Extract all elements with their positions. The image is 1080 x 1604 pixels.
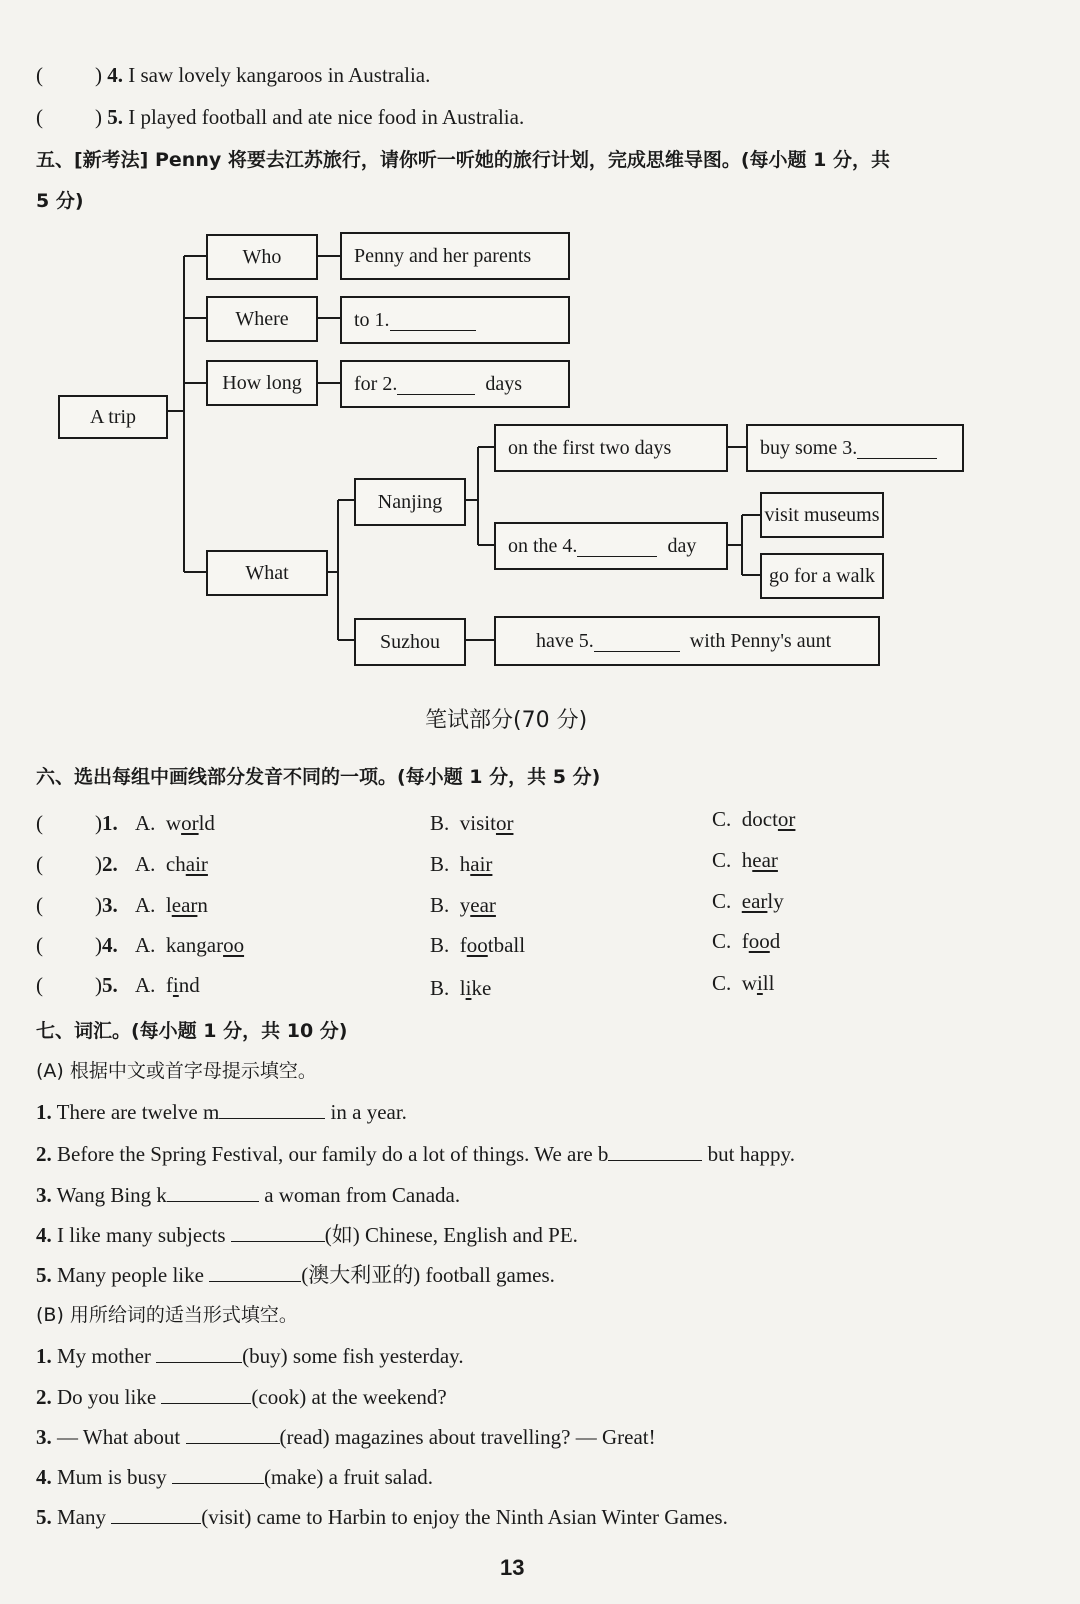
- answer-blank[interactable]: [231, 1221, 325, 1242]
- section-heading: 七、词汇。(每小题 1 分，共 10 分): [36, 1020, 348, 1042]
- option-c: C. hear: [712, 848, 778, 872]
- mindmap-go-for-walk: go for a walk: [760, 553, 884, 599]
- phonics-row: ( )1. A. world: [36, 811, 215, 835]
- phonics-row: ( )2. A. chair: [36, 852, 208, 876]
- option-b: B. year: [430, 893, 496, 917]
- option-b: B. visitor: [430, 811, 514, 835]
- option-c: C. early: [712, 889, 784, 913]
- answer-blank-3[interactable]: [857, 438, 937, 459]
- question-text: I played football and ate nice food in Australia.: [128, 105, 525, 129]
- question-item: ( ) 4. I saw lovely kangaroos in Australia.: [36, 63, 431, 87]
- page-number: 13: [500, 1555, 525, 1580]
- fill-item: 4. I like many subjects (如) Chinese, English and PE.: [36, 1223, 578, 1247]
- fill-item: 4. Mum is busy (make) a fruit salad.: [36, 1465, 434, 1489]
- mindmap-fourth-day: on the 4. day: [494, 522, 728, 570]
- question-text: I saw lovely kangaroos in Australia.: [128, 63, 431, 87]
- fill-item: 3. — What about (read) magazines about travelling? — Great!: [36, 1425, 656, 1449]
- answer-blank-1[interactable]: [390, 310, 476, 331]
- answer-blank[interactable]: [172, 1463, 264, 1484]
- mindmap-who-answer: Penny and her parents: [340, 232, 570, 280]
- fill-item: 5. Many (visit) came to Harbin to enjoy the Ninth Asian Winter Games.: [36, 1505, 728, 1529]
- phonics-row: ( )4. A. kangaroo: [36, 933, 245, 957]
- answer-blank[interactable]: [209, 1261, 301, 1282]
- written-section-title: 笔试部分(70 分): [425, 708, 588, 733]
- question-item: ( ) 5. I played football and ate nice food in Australia.: [36, 105, 525, 129]
- mindmap-suzhou: Suzhou: [354, 618, 466, 666]
- mindmap-nanjing: Nanjing: [354, 478, 466, 526]
- option-b: B. like: [430, 976, 492, 1000]
- option-b: B. football: [430, 933, 526, 957]
- answer-blank[interactable]: [219, 1098, 325, 1119]
- part-heading: (B) 用所给词的适当形式填空。: [36, 1304, 298, 1326]
- fill-item: 3. Wang Bing k a woman from Canada.: [36, 1183, 461, 1207]
- phonics-row: ( )5. A. find: [36, 973, 200, 997]
- option-a: learn: [165, 893, 208, 917]
- mindmap-where-answer: to 1.: [340, 296, 570, 344]
- answer-blank[interactable]: [156, 1342, 242, 1363]
- section-heading: 五、[新考法] Penny 将要去江苏旅行，请你听一听她的旅行计划，完成思维导图。(每小题 1 分，共: [36, 149, 890, 171]
- mindmap-where: Where: [206, 296, 318, 342]
- fill-item: 1. My mother (buy) some fish yesterday.: [36, 1344, 464, 1368]
- option-b: B. hair: [430, 852, 493, 876]
- mindmap-what: What: [206, 550, 328, 596]
- option-a: find: [165, 973, 200, 997]
- mindmap-buy: buy some 3.: [746, 424, 964, 472]
- fill-item: 1. There are twelve m in a year.: [36, 1100, 407, 1124]
- section-heading-cont: 5 分): [36, 190, 84, 212]
- mindmap-visit-museums: visit museums: [760, 492, 884, 538]
- part-heading: (A) 根据中文或首字母提示填空。: [36, 1060, 317, 1082]
- option-a: kangaroo: [165, 933, 245, 957]
- mindmap-howlong-answer: for 2. days: [340, 360, 570, 408]
- option-c: C. will: [712, 971, 775, 995]
- mindmap-have: have 5. with Penny's aunt: [494, 616, 880, 666]
- answer-blank[interactable]: [167, 1181, 259, 1202]
- answer-blank-2[interactable]: [397, 374, 475, 395]
- section-heading: 六、选出每组中画线部分发音不同的一项。(每小题 1 分，共 5 分): [36, 766, 601, 788]
- mindmap-first-two-days: on the first two days: [494, 424, 728, 472]
- mindmap-howlong: How long: [206, 360, 318, 406]
- answer-blank[interactable]: [608, 1140, 702, 1161]
- fill-item: 5. Many people like (澳大利亚的) football games.: [36, 1263, 555, 1287]
- answer-blank[interactable]: [161, 1383, 251, 1404]
- mindmap-who: Who: [206, 234, 318, 280]
- answer-blank-4[interactable]: [577, 536, 657, 557]
- answer-blank[interactable]: [186, 1423, 280, 1444]
- phonics-row: ( )3. A. learn: [36, 893, 208, 917]
- option-a: chair: [165, 852, 208, 876]
- answer-blank[interactable]: [111, 1503, 201, 1524]
- mindmap-root: A trip: [58, 395, 168, 439]
- option-c: C. doctor: [712, 807, 796, 831]
- fill-item: 2. Before the Spring Festival, our family do a lot of things. We are b but happy.: [36, 1142, 795, 1166]
- option-c: C. food: [712, 929, 781, 953]
- answer-blank-5[interactable]: [594, 631, 680, 652]
- fill-item: 2. Do you like (cook) at the weekend?: [36, 1385, 447, 1409]
- option-a: world: [165, 811, 215, 835]
